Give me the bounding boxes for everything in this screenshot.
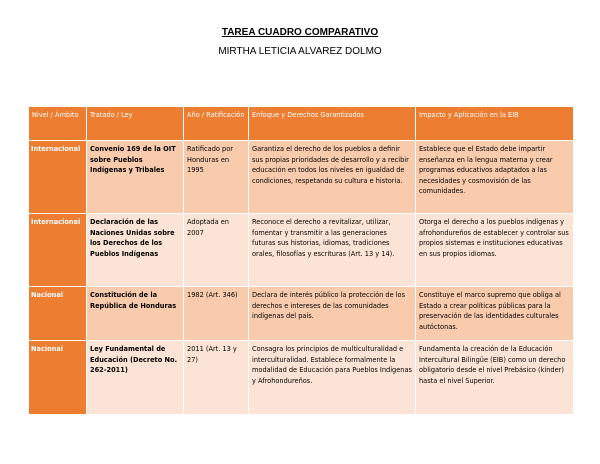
header-enfoque: Enfoque y Derechos Garantizados — [249, 107, 416, 141]
cell-nivel: Nacional — [29, 341, 87, 415]
cell-tratado: Ley Fundamental de Educación (Decreto No. 262-2011) — [87, 341, 184, 415]
table-row — [29, 341, 574, 415]
table-row — [29, 214, 574, 287]
cell-impacto: Constituye el marco supremo que obliga al Estado a crear políticas públicas para la preservación de las identidades culturales autóctonas. — [416, 287, 574, 341]
cell-nivel: Nacional — [29, 287, 87, 341]
header-tratado: Tratado / Ley — [87, 107, 184, 141]
cell-anio: 1982 (Art. 346) — [184, 287, 249, 341]
cell-anio: Ratificado por Honduras en 1995 — [184, 141, 249, 214]
cell-tratado: Declaración de las Naciones Unidas sobre los Derechos de los Pueblos Indígenas — [87, 214, 184, 287]
table-row — [29, 287, 574, 341]
cell-impacto: Fundamenta la creación de la Educación Intercultural Bilingüe (EIB) como un derecho obligatorio desde el nivel Prebásico (kínder) hasta el nivel Superior. — [416, 341, 574, 415]
cell-enfoque: Reconoce el derecho a revitalizar, utilizar, fomentar y transmitir a las generaciones futuras sus historias, idiomas, tradiciones orales, filosofías y escrituras (Art. 13 y 14). — [249, 214, 416, 287]
author-name: MIRTHA LETICIA ALVAREZ DOLMO — [218, 46, 382, 57]
cell-enfoque: Garantiza el derecho de los pueblos a definir sus propias prioridades de desarrollo y a recibir educación en todos los niveles en igualdad de condiciones, respetando su cultura e historia. — [249, 141, 416, 214]
table-header-row — [29, 107, 574, 141]
cell-enfoque: Declara de interés público la protección de los derechos e intereses de las comunidades indígenas del país. — [249, 287, 416, 341]
table-row — [29, 141, 574, 214]
comparison-table — [28, 106, 574, 415]
cell-enfoque: Consagra los principios de multiculturalidad e interculturalidad. Establece formalmente la modalidad de Educación para Pueblos Indígenas y Afrohondureños. — [249, 341, 416, 415]
page-title: TAREA CUADRO COMPARATIVO — [221, 27, 379, 38]
cell-tratado: Convenio 169 de la OIT sobre Pueblos Indígenas y Tribales — [87, 141, 184, 214]
header-nivel: Nivel / Ámbito — [29, 107, 87, 141]
cell-tratado: Constitución de la República de Honduras — [87, 287, 184, 341]
cell-nivel: Internacional — [29, 214, 87, 287]
cell-anio: Adoptada en 2007 — [184, 214, 249, 287]
header-anio: Año / Ratificación — [184, 107, 249, 141]
cell-impacto: Otorga el derecho a los pueblos indígenas y afrohondureños de establecer y controlar sus propios sistemas e instituciones educativas en sus propios idiomas. — [416, 214, 574, 287]
cell-nivel: Internacional — [29, 141, 87, 214]
cell-anio: 2011 (Art. 13 y 27) — [184, 341, 249, 415]
cell-impacto: Establece que el Estado debe impartir enseñanza en la lengua materna y crear programas educativos adaptados a las necesidades y cosmovisión de las comunidades. — [416, 141, 574, 214]
header-impacto: Impacto y Aplicación en la EIB — [416, 107, 574, 141]
